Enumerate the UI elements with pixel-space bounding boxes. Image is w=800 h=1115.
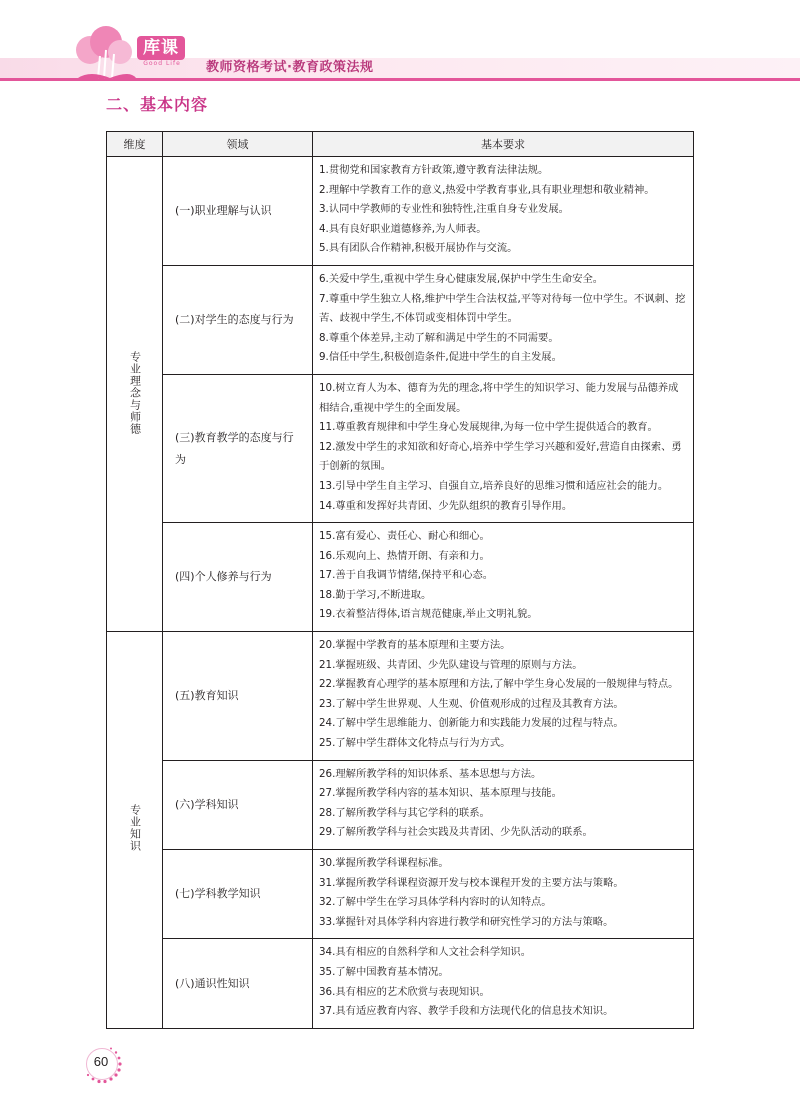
requirement-item: 20.掌握中学教育的基本原理和主要方法。 xyxy=(319,639,511,652)
section-title: 二、基本内容 xyxy=(106,95,209,114)
table-row xyxy=(107,632,694,761)
page-header xyxy=(0,0,800,90)
brand-logo: 库课 xyxy=(137,36,185,60)
field-name: (五)教育知识 xyxy=(163,632,313,761)
dimension-label: 专业知识 xyxy=(128,804,142,853)
dimension-cell xyxy=(107,157,163,632)
requirements-cell xyxy=(313,523,694,632)
requirement-item: 11.尊重教育规律和中学生身心发展规律,为每一位中学生提供适合的教育。 xyxy=(319,421,658,434)
requirements-cell xyxy=(313,157,694,266)
requirement-item: 19.衣着整洁得体,语言规范健康,举止文明礼貌。 xyxy=(319,608,538,621)
table-row xyxy=(107,374,694,522)
field-name: (七)学科教学知识 xyxy=(163,850,313,939)
requirement-item: 29.了解所教学科与社会实践及共青团、少先队活动的联系。 xyxy=(319,826,593,839)
header-field: 领域 xyxy=(163,132,313,157)
requirement-item: 10.树立育人为本、德育为先的理念,将中学生的知识学习、能力发展与品德养成相结合,重视中学生的全面发展。 xyxy=(319,381,679,414)
requirement-item: 23.了解中学生世界观、人生观、价值观形成的过程及其教育方法。 xyxy=(319,697,624,710)
requirement-item: 5.具有团队合作精神,积极开展协作与交流。 xyxy=(319,242,518,255)
requirement-item: 2.理解中学教育工作的意义,热爱中学教育事业,具有职业理想和敬业精神。 xyxy=(319,183,655,196)
table-header-row xyxy=(107,132,694,157)
requirement-item: 31.掌握所教学科课程资源开发与校本课程开发的主要方法与策略。 xyxy=(319,876,624,889)
table-row xyxy=(107,850,694,939)
requirement-item: 4.具有良好职业道德修养,为人师表。 xyxy=(319,222,487,235)
requirements-cell xyxy=(313,632,694,761)
field-name: (四)个人修养与行为 xyxy=(163,523,313,632)
requirement-item: 27.掌握所教学科内容的基本知识、基本原理与技能。 xyxy=(319,787,562,800)
requirement-item: 7.尊重中学生独立人格,维护中学生合法权益,平等对待每一位中学生。不讽刺、挖苦、歧视中学生,不体罚或变相体罚中学生。 xyxy=(319,292,686,325)
table-row xyxy=(107,939,694,1028)
requirement-item: 13.引导中学生自主学习、自强自立,培养良好的思维习惯和适应社会的能力。 xyxy=(319,479,669,492)
requirement-item: 37.具有适应教育内容、教学手段和方法现代化的信息技术知识。 xyxy=(319,1005,614,1018)
requirement-item: 30.掌握所教学科课程标准。 xyxy=(319,857,449,869)
requirement-item: 36.具有相应的艺术欣赏与表现知识。 xyxy=(319,985,490,998)
table-row xyxy=(107,523,694,632)
requirement-item: 22.掌握教育心理学的基本原理和方法,了解中学生身心发展的一般规律与特点。 xyxy=(319,678,679,691)
requirement-item: 12.激发中学生的求知欲和好奇心,培养中学生学习兴趣和爱好,营造自由探索、勇于创新的氛围。 xyxy=(319,440,682,473)
table-body xyxy=(107,157,694,1029)
requirement-item: 1.贯彻党和国家教育方针政策,遵守教育法律法规。 xyxy=(319,164,549,176)
requirement-item: 21.掌握班级、共青团、少先队建设与管理的原则与方法。 xyxy=(319,658,583,671)
requirements-cell xyxy=(313,265,694,374)
requirement-item: 3.认同中学教师的专业性和独特性,注重自身专业发展。 xyxy=(319,203,569,216)
table-row xyxy=(107,265,694,374)
table-row xyxy=(107,157,694,266)
field-name: (二)对学生的态度与行为 xyxy=(163,265,313,374)
brand-tagline: Good Life xyxy=(143,60,181,67)
requirements-cell xyxy=(313,760,694,849)
requirement-item: 15.富有爱心、责任心、耐心和细心。 xyxy=(319,530,490,543)
page-number-badge xyxy=(80,1042,124,1086)
requirement-item: 8.尊重个体差异,主动了解和满足中学生的不同需要。 xyxy=(319,331,559,344)
header-requirements: 基本要求 xyxy=(313,132,694,157)
header-title: 教师资格考试·教育政策法规 xyxy=(206,60,374,75)
dimension-label: 专业理念与师德 xyxy=(128,350,142,435)
requirement-item: 18.勤于学习,不断进取。 xyxy=(319,588,432,601)
requirement-item: 16.乐观向上、热情开朗、有亲和力。 xyxy=(319,549,490,562)
requirement-item: 33.掌握针对具体学科内容进行教学和研究性学习的方法与策略。 xyxy=(319,915,614,928)
table-row xyxy=(107,760,694,849)
field-name: (三)教育教学的态度与行为 xyxy=(163,374,313,522)
requirement-item: 28.了解所教学科与其它学科的联系。 xyxy=(319,806,490,819)
requirement-item: 17.善于自我调节情绪,保持平和心态。 xyxy=(319,569,494,582)
requirements-cell xyxy=(313,850,694,939)
requirement-item: 26.理解所教学科的知识体系、基本思想与方法。 xyxy=(319,767,542,780)
dimension-cell xyxy=(107,632,163,1029)
field-name: (八)通识性知识 xyxy=(163,939,313,1028)
standards-table xyxy=(106,131,694,1029)
requirement-item: 9.信任中学生,积极创造条件,促进中学生的自主发展。 xyxy=(319,351,562,364)
requirement-item: 34.具有相应的自然科学和人文社会科学知识。 xyxy=(319,946,532,959)
requirements-cell xyxy=(313,939,694,1028)
header-dimension: 维度 xyxy=(107,132,163,157)
page-number: 60 xyxy=(93,1054,109,1069)
requirement-item: 14.尊重和发挥好共青团、少先队组织的教育引导作用。 xyxy=(319,499,573,512)
field-name: (一)职业理解与认识 xyxy=(163,157,313,266)
requirement-item: 6.关爱中学生,重视中学生身心健康发展,保护中学生生命安全。 xyxy=(319,272,604,285)
requirement-item: 35.了解中国教育基本情况。 xyxy=(319,965,449,978)
requirements-cell xyxy=(313,374,694,522)
field-name: (六)学科知识 xyxy=(163,760,313,849)
requirement-item: 25.了解中学生群体文化特点与行为方式。 xyxy=(319,737,511,750)
requirement-item: 24.了解中学生思维能力、创新能力和实践能力发展的过程与特点。 xyxy=(319,717,624,730)
requirement-item: 32.了解中学生在学习具体学科内容时的认知特点。 xyxy=(319,896,552,909)
